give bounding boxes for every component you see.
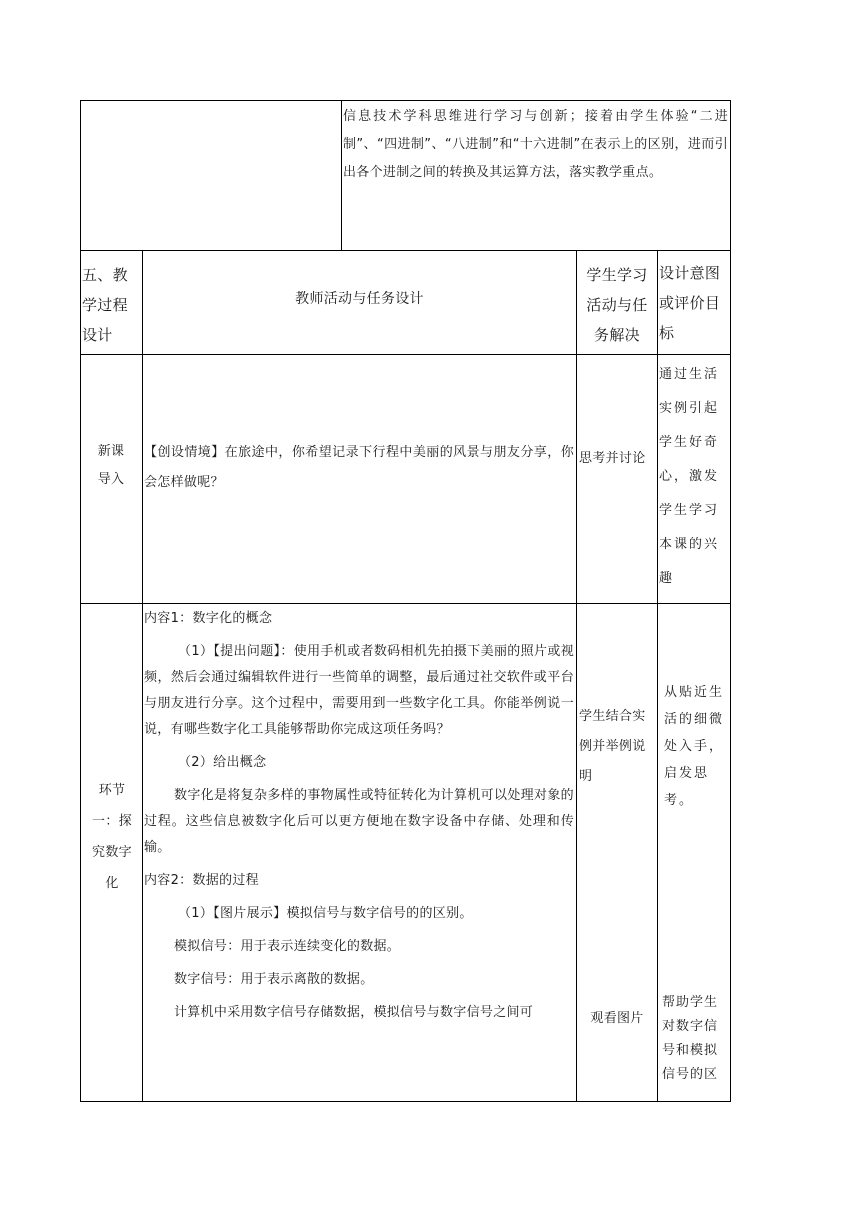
paragraph-digital-signal: 数字信号：用于表示离散的数据。 [174, 972, 374, 987]
header-teacher: 教师活动与任务设计 [295, 291, 424, 307]
intro-teacher-text: 【创设情境】在旅途中，你希望记录下行程中美丽的风景与朋友分享，你会怎样做呢？ [144, 445, 574, 490]
table-border-right [730, 100, 731, 1102]
paragraph-analog-signal: 模拟信号：用于表示连续变化的数据。 [174, 939, 401, 954]
header-intent: 设计意图或评价目标 [659, 264, 721, 342]
table-border-top [80, 100, 731, 101]
paragraph-ask-question: （1）【提出问题】：使用手机或者数码相机先拍摄下美丽的照片或视频，然后会通过编辑软件进行一些简单的调整，最后通过社交软件或平台与朋友进行分享。这个过程中，需要用到一些数字化工具。你能举例说一说，有哪些数字化工具能够帮助你完成这项任务吗？ [144, 644, 574, 737]
stage1-intent-text-1: 从贴近生活的细微处入手，启发思考。 [664, 685, 725, 808]
stage1-student-text-2: 观看图片 [590, 1011, 644, 1026]
col-divider-3 [657, 250, 658, 1102]
stage1-student-text-1: 学生结合实例并举例说明 [579, 709, 646, 784]
header-section: 五、教学过程设计 [82, 266, 128, 344]
paragraph-computer-storage: 计算机中采用数字信号存储数据，模拟信号与数字信号之间可 [174, 1005, 534, 1020]
intro-student-text: 思考并讨论 [579, 451, 646, 466]
stage1-teacher-content [144, 606, 574, 1026]
paragraph-give-concept: （2）给出概念 [178, 755, 267, 770]
paragraph-image-display: （1）【图片展示】模拟信号与数字信号的的区别。 [178, 906, 473, 921]
header-student: 学生学习活动与任务解决 [586, 266, 648, 344]
table-border-left [80, 100, 81, 1102]
intro-stage-label: 新课导入 [97, 444, 125, 487]
col-divider-1 [142, 250, 143, 1102]
objective-text: 信息技术学科思维进行学习与创新；接着由学生体验“二进制”、“四进制”、“八进制”和“十六进制”在表示上的区别，进而引出各个进制之间的转换及其运算方法，落实教学重点。 [343, 109, 728, 180]
table-border-bottom [80, 1101, 731, 1102]
content2-title: 内容2：数据的过程 [144, 873, 259, 888]
row-divider-stage1 [80, 603, 731, 604]
paragraph-digitization-definition: 数字化是将复杂多样的事物属性或特征转化为计算机可以处理对象的过程。这些信息被数字化后可以更方便地在数字设备中存储、处理和传输。 [144, 788, 574, 855]
row-divider-intro [80, 354, 731, 355]
stage1-label: 环节一：探究数字化 [92, 783, 132, 891]
stage1-intent-text-2: 帮助学生对数字信号和模拟信号的区 [662, 995, 719, 1082]
col-divider-2 [576, 250, 577, 1102]
intro-intent-text: 通过生活实例引起学生好奇心，激发学生学习本课的兴趣 [659, 367, 720, 586]
content1-title: 内容1：数字化的概念 [144, 611, 273, 626]
row-divider-header [80, 250, 731, 251]
top-row-divider [341, 100, 342, 250]
